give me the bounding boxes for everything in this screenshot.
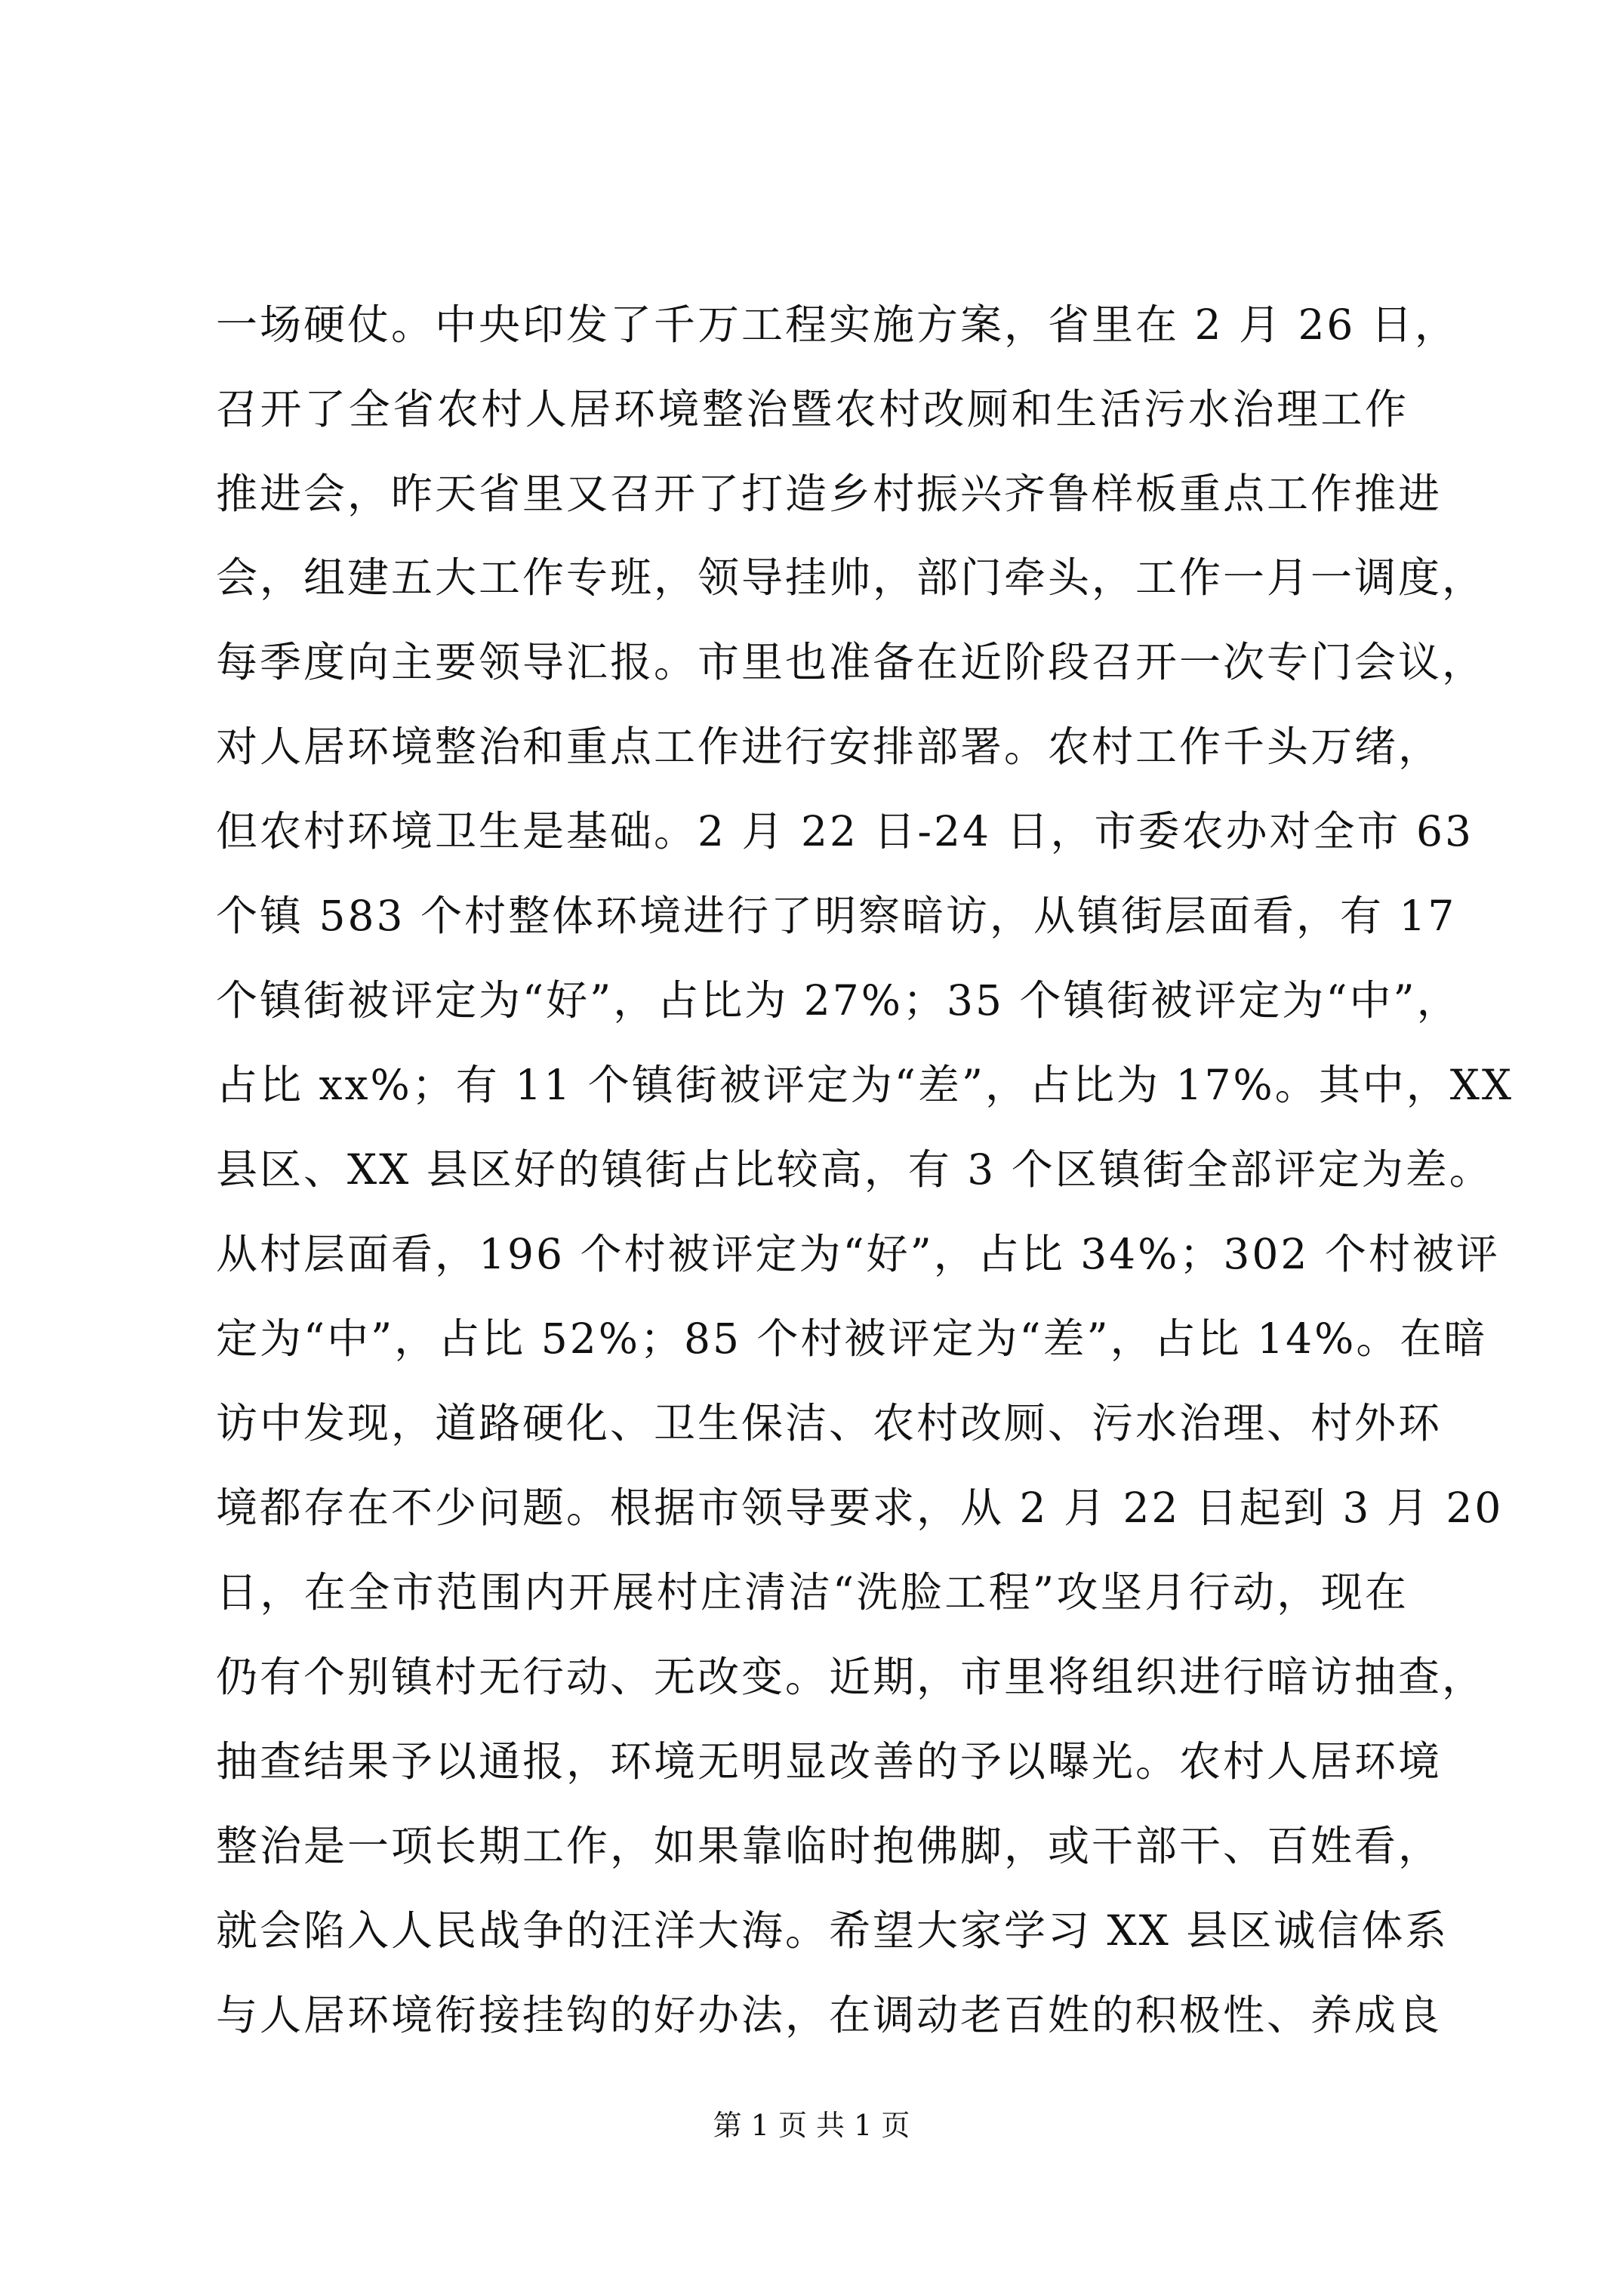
text-line: 个镇 583 个村整体环境进行了明察暗访，从镇街层面看，有 17	[216, 892, 1457, 940]
text-line: 从村层面看，196 个村被评定为“好”，占比 34%；302 个村被评	[216, 1230, 1500, 1278]
text-line: 对人居环境整治和重点工作进行安排部署。农村工作千头万绪，	[216, 723, 1443, 771]
page-footer: 第 1 页 共 1 页	[713, 2109, 910, 2142]
text-line: 一场硬仗。中央印发了千万工程实施方案，省里在 2 月 26 日，	[216, 300, 1458, 349]
text-line: 占比 xx%；有 11 个镇街被评定为“差”，占比为 17%。其中，XX	[216, 1061, 1514, 1109]
text-line: 抽查结果予以通报，环境无明显改善的予以曝光。农村人居环境	[216, 1737, 1443, 1786]
text-line: 就会陷入人民战争的汪洋大海。希望大家学习 XX 县区诚信体系	[216, 1906, 1449, 1955]
text-line: 仍有个别镇村无行动、无改变。近期，市里将组织进行暗访抽查，	[216, 1653, 1486, 1701]
text-line: 会，组建五大工作专班，领导挂帅，部门牵头，工作一月一调度，	[216, 553, 1486, 602]
text-line: 整治是一项长期工作，如果靠临时抱佛脚，或干部干、百姓看，	[216, 1822, 1443, 1870]
text-line: 县区、XX 县区好的镇街占比较高，有 3 个区镇街全部评定为差。	[216, 1145, 1493, 1194]
text-line: 访中发现，道路硬化、卫生保洁、农村改厕、污水治理、村外环	[216, 1399, 1443, 1447]
text-line: 推进会，昨天省里又召开了打造乡村振兴齐鲁样板重点工作推进	[216, 470, 1443, 518]
text-line: 个镇街被评定为“好”，占比为 27%；35 个镇街被评定为“中”，	[216, 976, 1461, 1025]
text-line: 但农村环境卫生是基础。2 月 22 日-24 日，市委农办对全市 63	[216, 807, 1474, 855]
text-line: 召开了全省农村人居环境整治暨农村改厕和生活污水治理工作	[216, 385, 1409, 433]
text-line: 定为“中”，占比 52%；85 个村被评定为“差”，占比 14%。在暗	[216, 1314, 1488, 1363]
text-line: 与人居环境衔接挂钩的好办法，在调动老百姓的积极性、养成良	[216, 1991, 1443, 2039]
text-line: 每季度向主要领导汇报。市里也准备在近阶段召开一次专门会议，	[216, 638, 1486, 686]
text-line: 日，在全市范围内开展村庄清洁“洗脸工程”攻坚月行动，现在	[216, 1568, 1409, 1616]
text-line: 境都存在不少问题。根据市领导要求，从 2 月 22 日起到 3 月 20	[216, 1484, 1504, 1532]
